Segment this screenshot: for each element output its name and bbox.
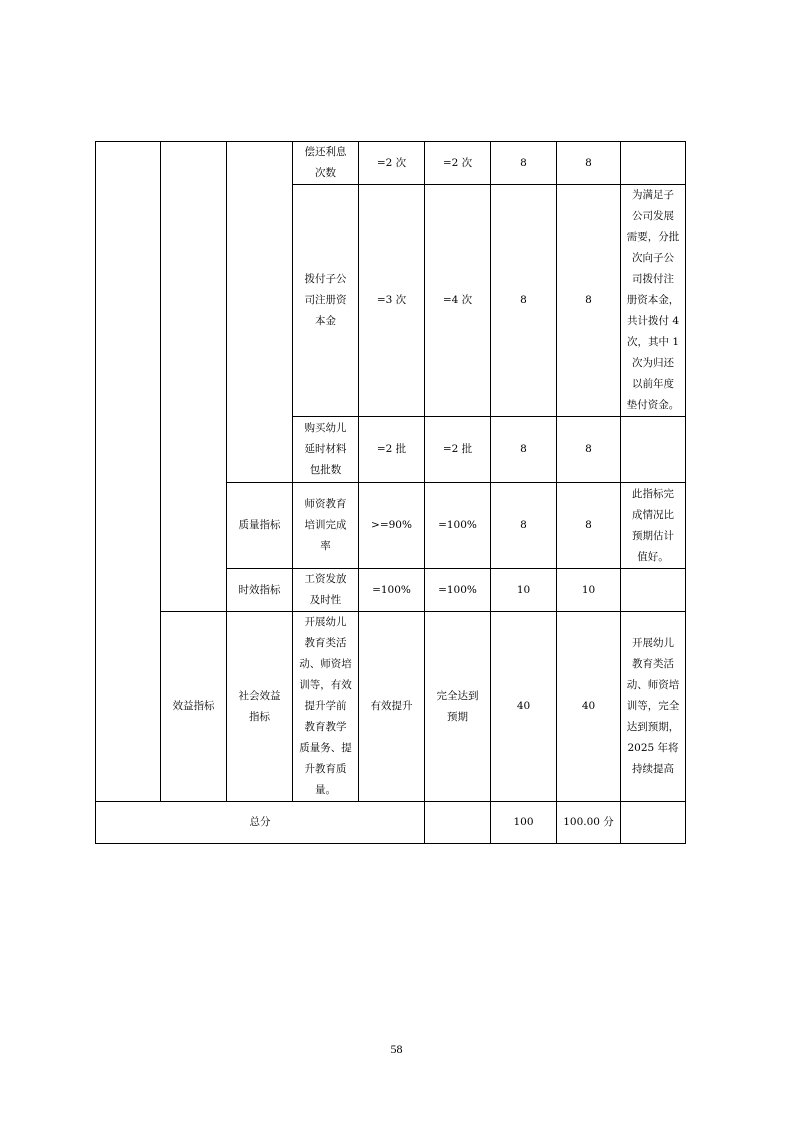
indicator-cell: 拨付子公 司注册资 本金 [293,185,359,417]
score-cell: 8 [557,142,621,185]
level1-cell [96,142,161,802]
level3-cell: 时效指标 [227,569,293,612]
total-row [96,802,686,844]
weight-cell: 8 [491,483,557,569]
weight-cell: 40 [491,612,557,802]
level3-cell: 社会效益 指标 [227,612,293,802]
level3-cell [227,142,293,483]
note-cell [621,569,686,612]
total-score-cell: 100.00 分 [557,802,621,844]
total-actual-cell [425,802,491,844]
score-cell: 8 [557,185,621,417]
indicator-cell: 开展幼儿 教育类活 动、师资培 训等，有效 提升学前 教育教学 质量务、提 升教育质 量。 [293,612,359,802]
page-number: 58 [390,1042,403,1056]
weight-cell: 8 [491,185,557,417]
actual-cell: =100% [425,483,491,569]
indicator-cell: 偿还利息 次数 [293,142,359,185]
table-row [96,612,686,802]
table-row [96,142,686,185]
note-cell: 开展幼儿 教育类活 动、师资培 训等，完全 达到预期， 2025 年将 持续提高 [621,612,686,802]
total-weight-cell: 100 [491,802,557,844]
note-cell: 此指标完 成情况比 预期估计 值好。 [621,483,686,569]
target-cell: =3 次 [359,185,425,417]
score-cell: 40 [557,612,621,802]
actual-cell: =4 次 [425,185,491,417]
score-cell: 10 [557,569,621,612]
actual-cell: =100% [425,569,491,612]
note-cell [621,142,686,185]
indicator-cell: 工资发放 及时性 [293,569,359,612]
target-cell: >=90% [359,483,425,569]
weight-cell: 10 [491,569,557,612]
level3-cell: 质量指标 [227,483,293,569]
total-label: 总分 [96,802,425,844]
weight-cell: 8 [491,417,557,483]
note-cell: 为满足子 公司发展 需要，分批 次向子公 司拨付注 册资本金， 共计拨付 4 次，其中 1 次为归还 以前年度 垫付资金。 [621,185,686,417]
actual-cell: =2 次 [425,142,491,185]
performance-table [95,141,686,844]
target-cell: =2 批 [359,417,425,483]
score-cell: 8 [557,483,621,569]
note-cell [621,417,686,483]
indicator-cell: 师资教育 培训完成 率 [293,483,359,569]
level2-cell [161,142,227,612]
target-cell: =100% [359,569,425,612]
indicator-cell: 购买幼儿 延时材料 包批数 [293,417,359,483]
level2-cell: 效益指标 [161,612,227,802]
score-cell: 8 [557,417,621,483]
target-cell: 有效提升 [359,612,425,802]
total-note-cell [621,802,686,844]
actual-cell: =2 批 [425,417,491,483]
target-cell: =2 次 [359,142,425,185]
weight-cell: 8 [491,142,557,185]
actual-cell: 完全达到 预期 [425,612,491,802]
